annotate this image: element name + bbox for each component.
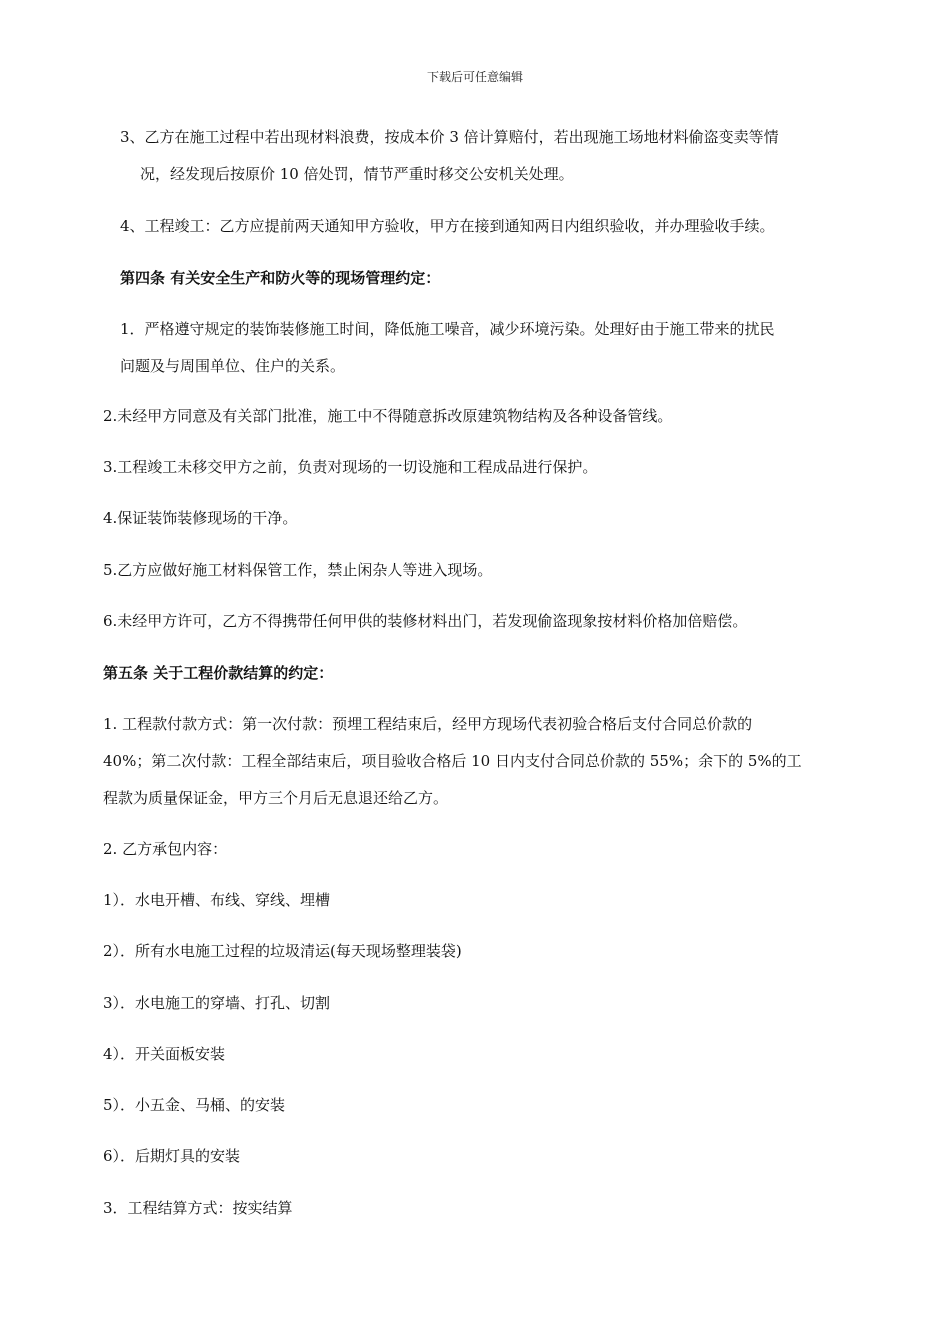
clause-4-completion: 4、工程竣工：乙方应提前两天通知甲方验收，甲方在接到通知两日内组织验收，并办理验收手续。 — [120, 217, 775, 235]
page-header: 下载后可任意编辑 — [426, 70, 523, 84]
clause-3-line-1: 3、乙方在施工过程中若出现材料浪费，按成本价 3 倍计算赔付，若出现施工场地材料偷盗变卖等情 — [120, 128, 779, 146]
payment-line-1: 1. 工程款付款方式：第一次付款：预埋工程结束后，经甲方现场代表初验合格后支付合同总价款的 — [103, 715, 753, 733]
scope-item-4: 4）．开关面板安装 — [103, 1045, 226, 1063]
scope-heading: 2. 乙方承包内容： — [103, 840, 228, 858]
item-3: 3.工程竣工未移交甲方之前，负责对现场的一切设施和工程成品进行保护。 — [103, 458, 598, 476]
clause-3-line-2: 况，经发现后按原价 10 倍处罚，情节严重时移交公安机关处理。 — [140, 165, 574, 183]
scope-item-5: 5）．小五金、马桶、的安装 — [103, 1096, 286, 1114]
payment-line-2: 40%；第二次付款：工程全部结束后，项目验收合格后 10 日内支付合同总价款的 55%；余下的 5%的工 — [103, 752, 802, 770]
item-5: 5.乙方应做好施工材料保管工作，禁止闲杂人等进入现场。 — [103, 561, 493, 579]
scope-item-6: 6）．后期灯具的安装 — [103, 1147, 241, 1165]
item-4: 4.保证装饰装修现场的干净。 — [103, 509, 298, 527]
item-1-line-1: 1．严格遵守规定的装饰装修施工时间，降低施工噪音，减少环境污染。处理好由于施工带来的扰民 — [120, 320, 775, 338]
item-2: 2.未经甲方同意及有关部门批准，施工中不得随意拆改原建筑物结构及各种设备管线。 — [103, 407, 673, 425]
article-5-heading: 第五条 关于工程价款结算的约定： — [103, 664, 334, 682]
settlement-method: 3．工程结算方式：按实结算 — [103, 1199, 293, 1217]
article-4-heading: 第四条 有关安全生产和防火等的现场管理约定： — [120, 269, 441, 287]
payment-line-3: 程款为质量保证金，甲方三个月后无息退还给乙方。 — [103, 789, 449, 807]
scope-item-1: 1）．水电开槽、布线、穿线、埋槽 — [103, 891, 331, 909]
scope-item-2: 2）．所有水电施工过程的垃圾清运(每天现场整理装袋) — [103, 942, 462, 960]
scope-item-3: 3）．水电施工的穿墙、打孔、切割 — [103, 994, 331, 1012]
item-1-line-2: 问题及与周围单位、住户的关系。 — [120, 357, 346, 375]
item-6: 6.未经甲方许可，乙方不得携带任何甲供的装修材料出门，若发现偷盗现象按材料价格加倍赔偿。 — [103, 612, 748, 630]
